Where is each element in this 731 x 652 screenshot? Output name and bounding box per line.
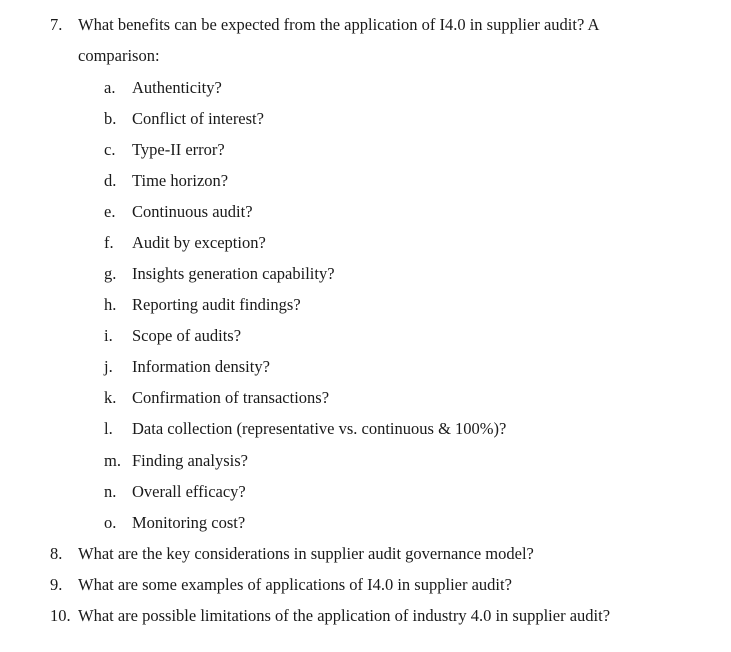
subitem-letter: a. [104,78,116,97]
question-text: What are possible limitations of the application of industry 4.0 in supplier audit? [78,606,611,625]
question-text-continued: comparison: [78,46,160,65]
question-text: What are the key considerations in supplier audit governance model? [78,544,534,563]
subitem-text: Monitoring cost? [132,513,246,532]
subitem-text: Overall efficacy? [132,482,246,501]
question-number: 10. [50,606,71,625]
subitem-letter: j. [104,357,113,376]
subitem-letter: o. [104,513,117,532]
question-text: What benefits can be expected from the application of I4.0 in supplier audit? A [78,15,600,34]
subitem-text: Reporting audit findings? [132,295,301,314]
subitem-letter: k. [104,388,117,407]
subitem-text: Finding analysis? [132,451,248,470]
subitem-text: Continuous audit? [132,202,253,221]
subitem-letter: i. [104,326,113,345]
subitem-letter: b. [104,109,117,128]
subitem-letter: e. [104,202,116,221]
subitem-text: Insights generation capability? [132,264,335,283]
question-number: 8. [50,544,63,563]
subitem-text: Audit by exception? [132,233,266,252]
question-number: 9. [50,575,63,594]
subitem-letter: m. [104,451,121,470]
subitem-letter: c. [104,140,116,159]
subitem-text: Time horizon? [132,171,229,190]
question-number: 7. [50,15,63,34]
question-text: What are some examples of applications of I4.0 in supplier audit? [78,575,512,594]
subitem-letter: f. [104,233,114,252]
subitem-text: Scope of audits? [132,326,242,345]
subitem-text: Conflict of interest? [132,109,264,128]
subitem-text: Confirmation of transactions? [132,388,330,407]
subitem-text: Information density? [132,357,270,376]
subitem-letter: l. [104,419,113,438]
subitem-text: Authenticity? [132,78,222,97]
subitem-letter: h. [104,295,117,314]
subitem-text: Data collection (representative vs. continuous & 100%)? [132,419,507,438]
subitem-letter: g. [104,264,117,283]
subitem-letter: d. [104,171,117,190]
subitem-text: Type-II error? [132,140,225,159]
subitem-letter: n. [104,482,117,501]
